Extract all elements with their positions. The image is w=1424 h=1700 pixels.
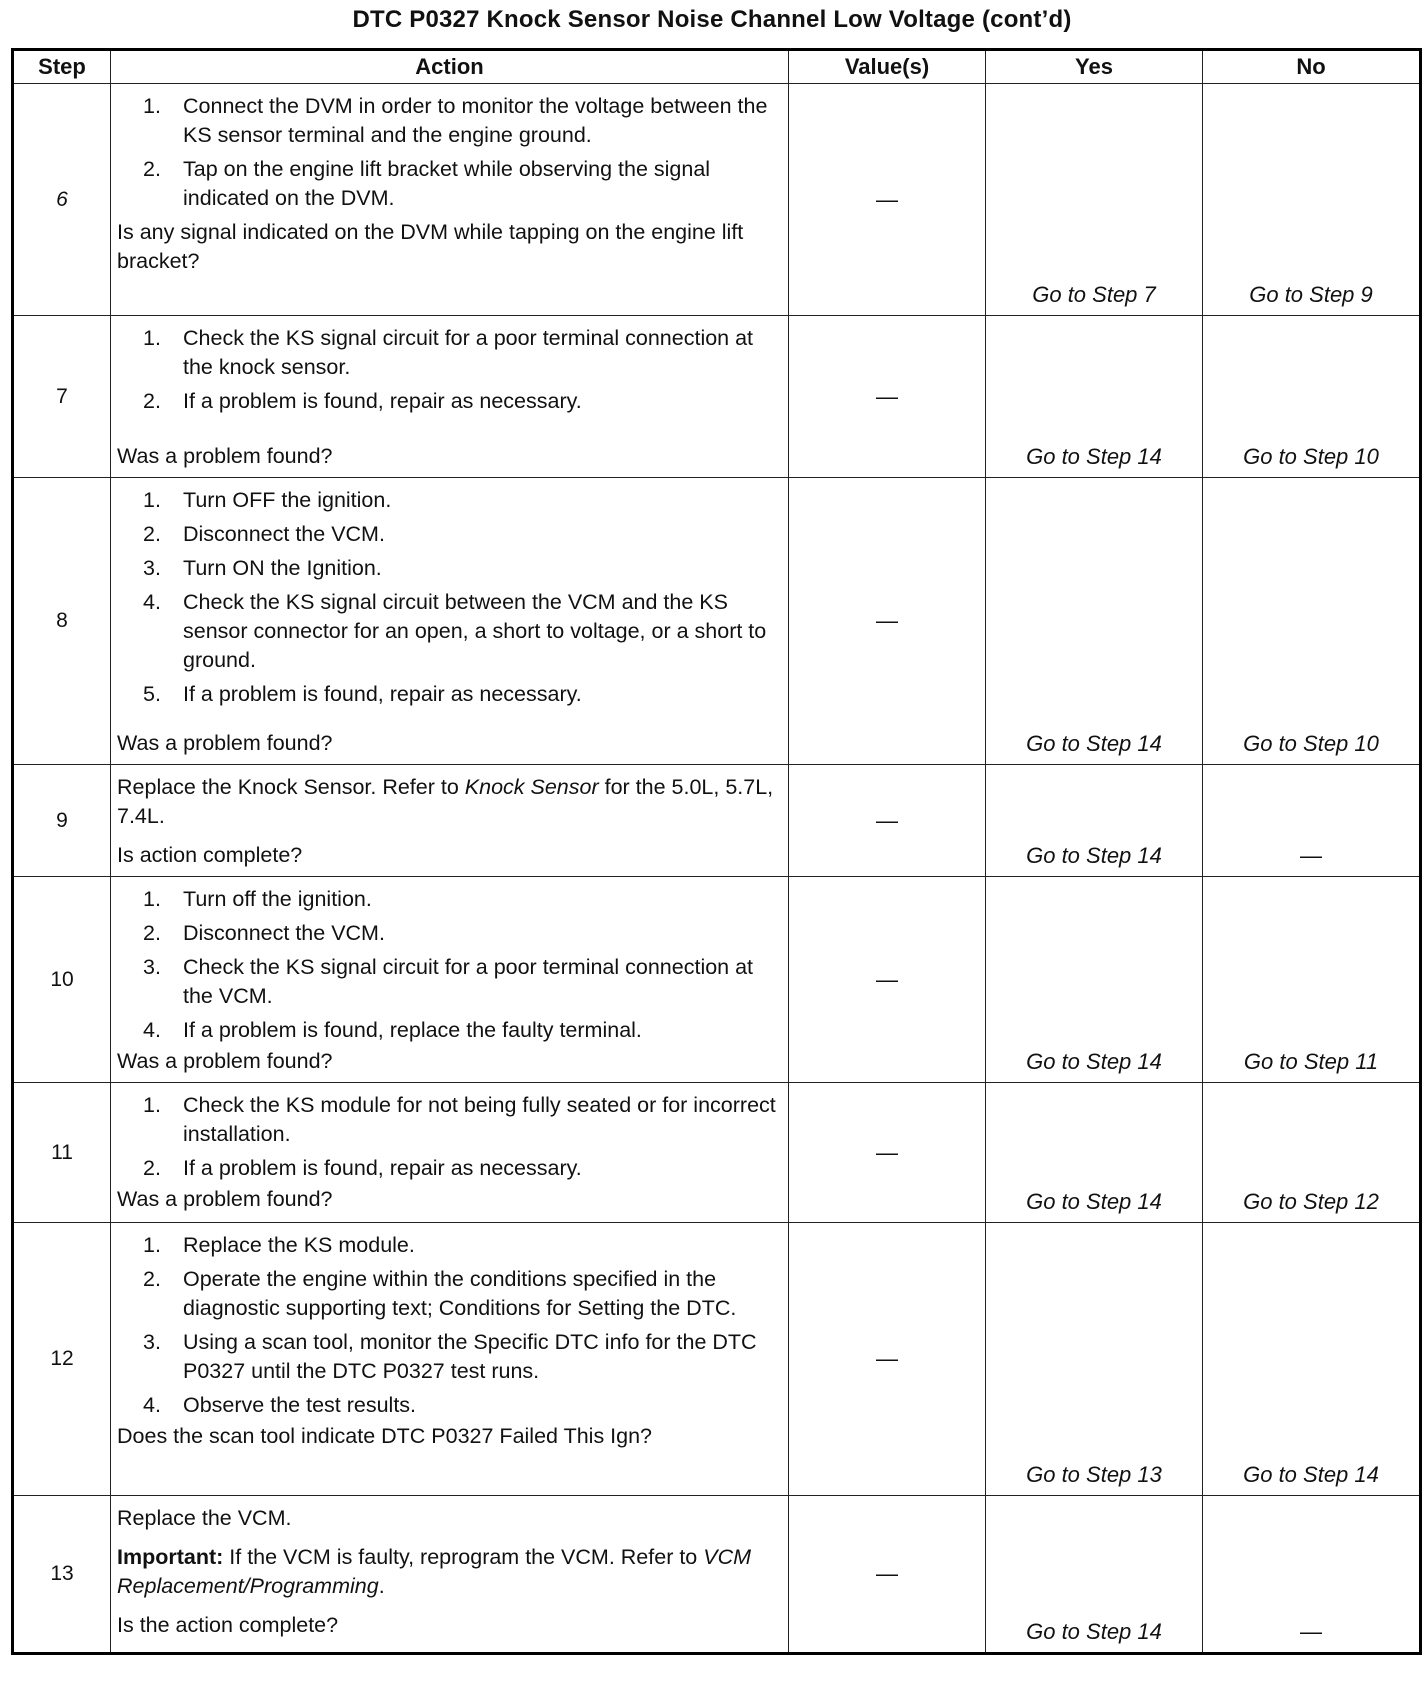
action-question: Is the action complete? (117, 1613, 339, 1637)
list-item: 1. Check the KS signal circuit for a poor terminal connection at the knock sensor. (143, 326, 754, 379)
list-item: 1. Check the KS module for not being fully seated or for incorrect installation. (143, 1093, 776, 1146)
yes-cell: Go to Step 14 (986, 1083, 1203, 1223)
action-question: Is action complete? (117, 843, 303, 867)
step-number: 9 (13, 765, 111, 877)
list-item: 2. Operate the engine within the conditions specified in the diagnostic supporting text; Conditions for Setting the DTC. (143, 1267, 737, 1320)
no-cell: Go to Step 10 (1203, 478, 1421, 765)
list-item: 4. Observe the test results. (143, 1393, 417, 1417)
no-cell: Go to Step 10 (1203, 316, 1421, 478)
table-row (13, 84, 1421, 316)
action-list (117, 486, 782, 709)
action-question: Was a problem found? (117, 444, 333, 468)
list-item: 3. Check the KS signal circuit for a poor terminal connection at the VCM. (143, 955, 754, 1008)
list-item: 1. Connect the DVM in order to monitor the voltage between the KS sensor terminal and the engine ground. (143, 94, 768, 147)
action-cell (111, 84, 789, 316)
action-list (117, 324, 782, 416)
step-number: 11 (13, 1083, 111, 1223)
no-cell: Go to Step 11 (1203, 877, 1421, 1083)
table-row (13, 877, 1421, 1083)
list-item: 2. Disconnect the VCM. (143, 522, 385, 546)
list-item: 3. Turn ON the Ignition. (143, 556, 382, 580)
action-question: Was a problem found? (117, 1187, 333, 1211)
step-number: 7 (13, 316, 111, 478)
diagnostic-table (11, 48, 1422, 1655)
list-item: 2. If a problem is found, repair as necessary. (143, 1156, 582, 1180)
page-title: DTC P0327 Knock Sensor Noise Channel Low Voltage (cont’d) (352, 6, 1072, 33)
action-cell (111, 765, 789, 877)
action-cell (111, 478, 789, 765)
no-cell: Go to Step 12 (1203, 1083, 1421, 1223)
list-item: 4. If a problem is found, replace the faulty terminal. (143, 1018, 642, 1042)
vcm-programming-reference: VCM Replacement/Programming (117, 1545, 752, 1598)
header-action: Action (111, 50, 789, 84)
list-item: 2. If a problem is found, repair as necessary. (143, 389, 582, 413)
yes-cell: Go to Step 14 (986, 316, 1203, 478)
step-number: 6 (13, 84, 111, 316)
value-cell: — (789, 765, 986, 877)
action-text: Replace the VCM. (117, 1506, 292, 1530)
action-cell (111, 1496, 789, 1654)
step-number: 8 (13, 478, 111, 765)
no-cell: Go to Step 14 (1203, 1223, 1421, 1496)
important-note: Important: If the VCM is faulty, reprogram the VCM. Refer to VCM Replacement/Programming. (117, 1545, 752, 1598)
action-list (117, 1091, 782, 1183)
header-no: No (1203, 50, 1421, 84)
value-cell: — (789, 478, 986, 765)
table-row (13, 316, 1421, 478)
action-list (117, 1231, 782, 1420)
table-row (13, 478, 1421, 765)
action-question: Is any signal indicated on the DVM while tapping on the engine lift bracket? (117, 220, 744, 273)
action-list (117, 92, 782, 213)
yes-cell: Go to Step 14 (986, 877, 1203, 1083)
yes-cell: Go to Step 14 (986, 765, 1203, 877)
no-cell: Go to Step 9 (1203, 84, 1421, 316)
value-cell: — (789, 877, 986, 1083)
action-text: Replace the Knock Sensor. Refer to Knock Sensor for the 5.0L, 5.7L, 7.4L. (117, 775, 774, 828)
action-cell (111, 1083, 789, 1223)
list-item: 1. Turn OFF the ignition. (143, 488, 392, 512)
step-number: 12 (13, 1223, 111, 1496)
list-item: 3. Using a scan tool, monitor the Specific DTC info for the DTC P0327 until the DTC P0327 test runs. (143, 1330, 757, 1383)
action-cell (111, 877, 789, 1083)
yes-cell: Go to Step 14 (986, 1496, 1203, 1654)
list-item: 1. Turn off the ignition. (143, 887, 372, 911)
header-values: Value(s) (789, 50, 986, 84)
no-cell: — (1203, 765, 1421, 877)
value-cell: — (789, 316, 986, 478)
list-item: 5. If a problem is found, repair as necessary. (143, 682, 582, 706)
action-question: Does the scan tool indicate DTC P0327 Failed This Ign? (117, 1424, 653, 1448)
list-item: 2. Tap on the engine lift bracket while observing the signal indicated on the DVM. (143, 157, 711, 210)
action-cell (111, 1223, 789, 1496)
knock-sensor-reference: Knock Sensor (464, 775, 599, 799)
list-item: 4. Check the KS signal circuit between the VCM and the KS sensor connector for an open, a short to voltage, or a short to ground. (143, 590, 767, 672)
table-row (13, 1496, 1421, 1654)
table-row (13, 1223, 1421, 1496)
value-cell: — (789, 1223, 986, 1496)
table-header-row (13, 50, 1421, 84)
no-cell: — (1203, 1496, 1421, 1654)
action-question: Was a problem found? (117, 731, 333, 755)
value-cell: — (789, 84, 986, 316)
header-step: Step (13, 50, 111, 84)
value-cell: — (789, 1083, 986, 1223)
header-yes: Yes (986, 50, 1203, 84)
list-item: 1. Replace the KS module. (143, 1233, 415, 1257)
step-number: 10 (13, 877, 111, 1083)
table-row (13, 1083, 1421, 1223)
action-list (117, 885, 782, 1045)
yes-cell: Go to Step 13 (986, 1223, 1203, 1496)
action-cell (111, 316, 789, 478)
action-question: Was a problem found? (117, 1049, 333, 1073)
table-row (13, 765, 1421, 877)
yes-cell: Go to Step 14 (986, 478, 1203, 765)
list-item: 2. Disconnect the VCM. (143, 921, 385, 945)
value-cell: — (789, 1496, 986, 1654)
step-number: 13 (13, 1496, 111, 1654)
yes-cell: Go to Step 7 (986, 84, 1203, 316)
